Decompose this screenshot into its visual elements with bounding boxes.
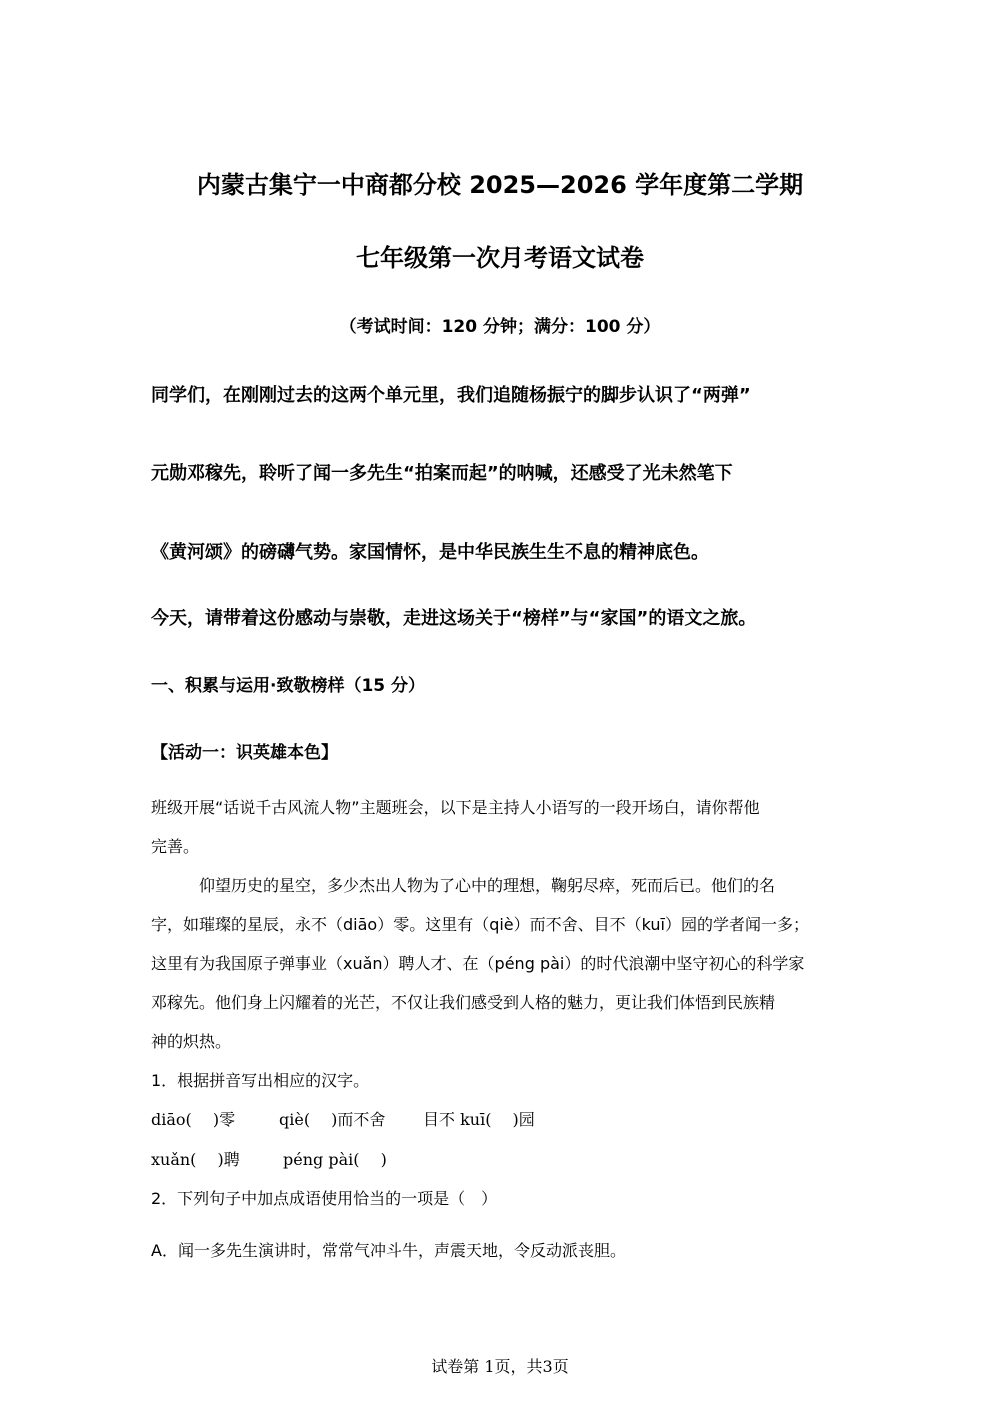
q1-item-kui: 目不 kuī( )园 <box>423 1110 535 1129</box>
passage-line-2: 字，如璀璨的星辰，永不（diāo）零。这里有（qiè）而不舍、目不（kuī）园的学者闻一多； <box>151 915 810 934</box>
passage-line-5: 神的炽热。 <box>151 1032 232 1051</box>
intro-line-4: 今天，请带着这份感动与崇敬，走进这场关于“榜样”与“家国”的语文之旅。 <box>151 608 757 629</box>
intro-line-2: 元勋邓稼先，聆听了闻一多先生“拍案而起”的呐喊，还感受了光未然笔下 <box>151 463 733 484</box>
page-footer: 试卷第 1页，共3页 <box>431 1357 569 1376</box>
q1-item-diao: diāo( )零 <box>151 1110 236 1129</box>
exam-title-line2: 七年级第一次月考语文试卷 <box>356 244 644 272</box>
section-1-heading: 一、积累与运用·致敬榜样（15 分） <box>151 676 426 696</box>
question-1-row-2 <box>151 1149 851 1171</box>
activity-1-heading: 【活动一：识英雄本色】 <box>151 743 338 763</box>
q1-item-pengpai: péng pài( ) <box>283 1150 387 1169</box>
q1-item-qie: qiè( )而不舍 <box>279 1110 386 1129</box>
intro-line-1: 同学们，在刚刚过去的这两个单元里，我们追随杨振宁的脚步认识了“两弹” <box>151 385 751 406</box>
activity-prompt-line-1: 班级开展“话说千古风流人物”主题班会，以下是主持人小语写的一段开场白，请你帮他 <box>151 798 760 817</box>
passage-line-4: 邓稼先。他们身上闪耀着的光芒，不仅让我们感受到人格的魅力，更让我们体悟到民族精 <box>151 993 776 1012</box>
question-2-stem: 2．下列句子中加点成语使用恰当的一项是（ ） <box>151 1189 498 1208</box>
exam-title-line1: 内蒙古集宁一中商都分校 2025—2026 学年度第二学期 <box>196 171 804 199</box>
passage-line-1: 仰望历史的星空，多少杰出人物为了心中的理想，鞠躬尽瘁，死而后已。他们的名 <box>199 876 776 895</box>
question-1-row-1 <box>151 1109 851 1131</box>
intro-line-3: 《黄河颂》的磅礴气势。家国情怀，是中华民族生生不息的精神底色。 <box>151 542 709 563</box>
question-1-stem: 1．根据拼音写出相应的汉字。 <box>151 1071 370 1090</box>
question-2-option-a: A．闻一多先生演讲时，常常气冲斗牛，声震天地，令反动派丧胆。 <box>151 1241 626 1260</box>
activity-prompt-line-2: 完善。 <box>151 837 200 856</box>
q1-item-xuan: xuǎn( )聘 <box>151 1150 240 1169</box>
exam-time-score-info: （考试时间：120 分钟；满分：100 分） <box>339 317 661 337</box>
passage-line-3: 这里有为我国原子弹事业（xuǎn）聘人才、在（péng pài）的时代浪潮中坚守初心的科学家 <box>151 954 805 973</box>
